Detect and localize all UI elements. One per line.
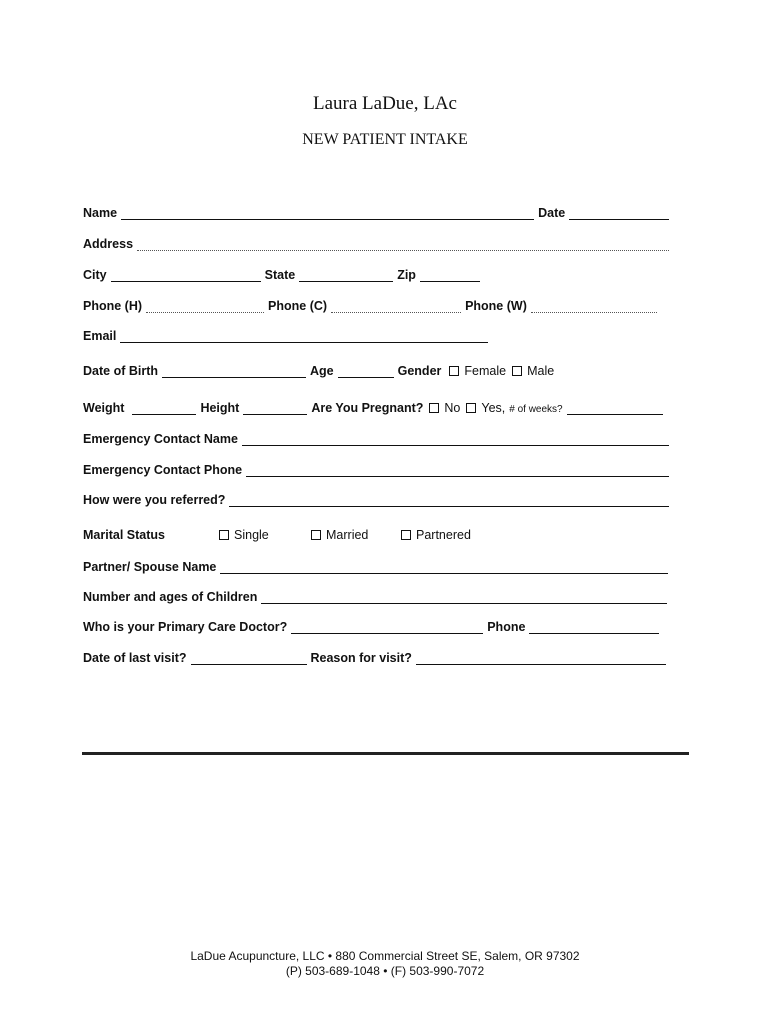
email-field[interactable] [120,328,488,343]
city-label: City [83,268,107,282]
row-partner [83,554,673,574]
partner-field[interactable] [220,559,668,574]
emergency-name-field[interactable] [242,431,669,446]
children-label: Number and ages of Children [83,590,258,604]
dob-field[interactable] [162,363,306,378]
zip-label: Zip [397,268,416,282]
partnered-checkbox[interactable] [401,530,411,540]
row-doctor [83,614,673,634]
date-field[interactable] [569,205,669,220]
row-children [83,584,673,604]
emergency-phone-field[interactable] [246,462,669,477]
row-name [83,200,673,220]
age-label: Age [310,364,334,378]
address-label: Address [83,237,134,251]
form-title: NEW PATIENT INTAKE [302,131,468,148]
phone-c-label: Phone (C) [268,299,328,313]
pregnant-yes-option[interactable] [466,401,505,415]
weight-label: Weight [83,401,125,415]
weight-field[interactable] [132,400,196,415]
partner-label: Partner/ Spouse Name [83,560,217,574]
row-phones [83,293,673,313]
doctor-phone-label: Phone [487,620,526,634]
row-dob [83,358,673,378]
row-referred [83,487,673,507]
row-weight [83,395,673,415]
gender-label: Gender [397,364,442,378]
zip-field[interactable] [420,267,480,282]
male-checkbox[interactable] [512,366,522,376]
row-city [83,262,673,282]
gender-male-option[interactable] [512,364,554,378]
last-visit-label: Date of last visit? [83,651,187,665]
state-label: State [264,268,296,282]
emergency-name-label: Emergency Contact Name [83,432,238,446]
row-emergency-name [83,426,673,446]
male-label: Male [527,364,555,378]
doctor-phone-field[interactable] [529,619,659,634]
height-label: Height [200,401,240,415]
phone-h-label: Phone (H) [83,299,143,313]
no-label: No [444,401,461,415]
gender-female-option[interactable] [449,364,506,378]
female-checkbox[interactable] [449,366,459,376]
weeks-label: # of weeks? [509,404,563,415]
dob-label: Date of Birth [83,364,158,378]
married-checkbox[interactable] [311,530,321,540]
referred-label: How were you referred? [83,493,226,507]
phone-w-field[interactable] [531,298,657,313]
footer-address: LaDue Acupuncture, LLC • 880 Commercial Street SE, Salem, OR 97302 [190,949,580,963]
doctor-field[interactable] [291,619,483,634]
marital-married-option[interactable] [311,528,401,542]
doctor-label: Who is your Primary Care Doctor? [83,620,288,634]
phone-h-field[interactable] [146,298,264,313]
name-label: Name [83,206,118,220]
pregnant-label: Are You Pregnant? [311,401,424,415]
footer-phone: (P) 503-689-1048 • (F) 503-990-7072 [285,964,485,978]
referred-field[interactable] [229,492,669,507]
reason-label: Reason for visit? [310,651,412,665]
city-field[interactable] [111,267,261,282]
yes-checkbox[interactable] [466,403,476,413]
phone-c-field[interactable] [331,298,461,313]
divider-rule [82,752,689,755]
emergency-phone-label: Emergency Contact Phone [83,463,243,477]
married-label: Married [326,528,369,542]
last-visit-field[interactable] [191,650,307,665]
marital-single-option[interactable] [219,528,311,542]
pregnant-no-option[interactable] [429,401,460,415]
partnered-label: Partnered [416,528,471,542]
weeks-field[interactable] [567,400,663,415]
single-checkbox[interactable] [219,530,229,540]
phone-w-label: Phone (W) [465,299,527,313]
practitioner-name: Laura LaDue, LAc [312,93,457,114]
row-address [83,231,673,251]
marital-label: Marital Status [83,528,165,542]
age-field[interactable] [338,363,394,378]
single-label: Single [234,528,269,542]
marital-partnered-option[interactable] [401,528,471,542]
children-field[interactable] [261,589,667,604]
state-field[interactable] [299,267,393,282]
row-last-visit [83,645,673,665]
email-label: Email [83,329,117,343]
row-emergency-phone [83,457,673,477]
height-field[interactable] [243,400,307,415]
address-field[interactable] [137,236,669,251]
female-label: Female [464,364,507,378]
no-checkbox[interactable] [429,403,439,413]
reason-field[interactable] [416,650,666,665]
row-email [83,323,673,343]
name-field[interactable] [121,205,534,220]
yes-label: Yes, [481,401,506,415]
row-marital [83,522,673,542]
date-label: Date [538,206,566,220]
